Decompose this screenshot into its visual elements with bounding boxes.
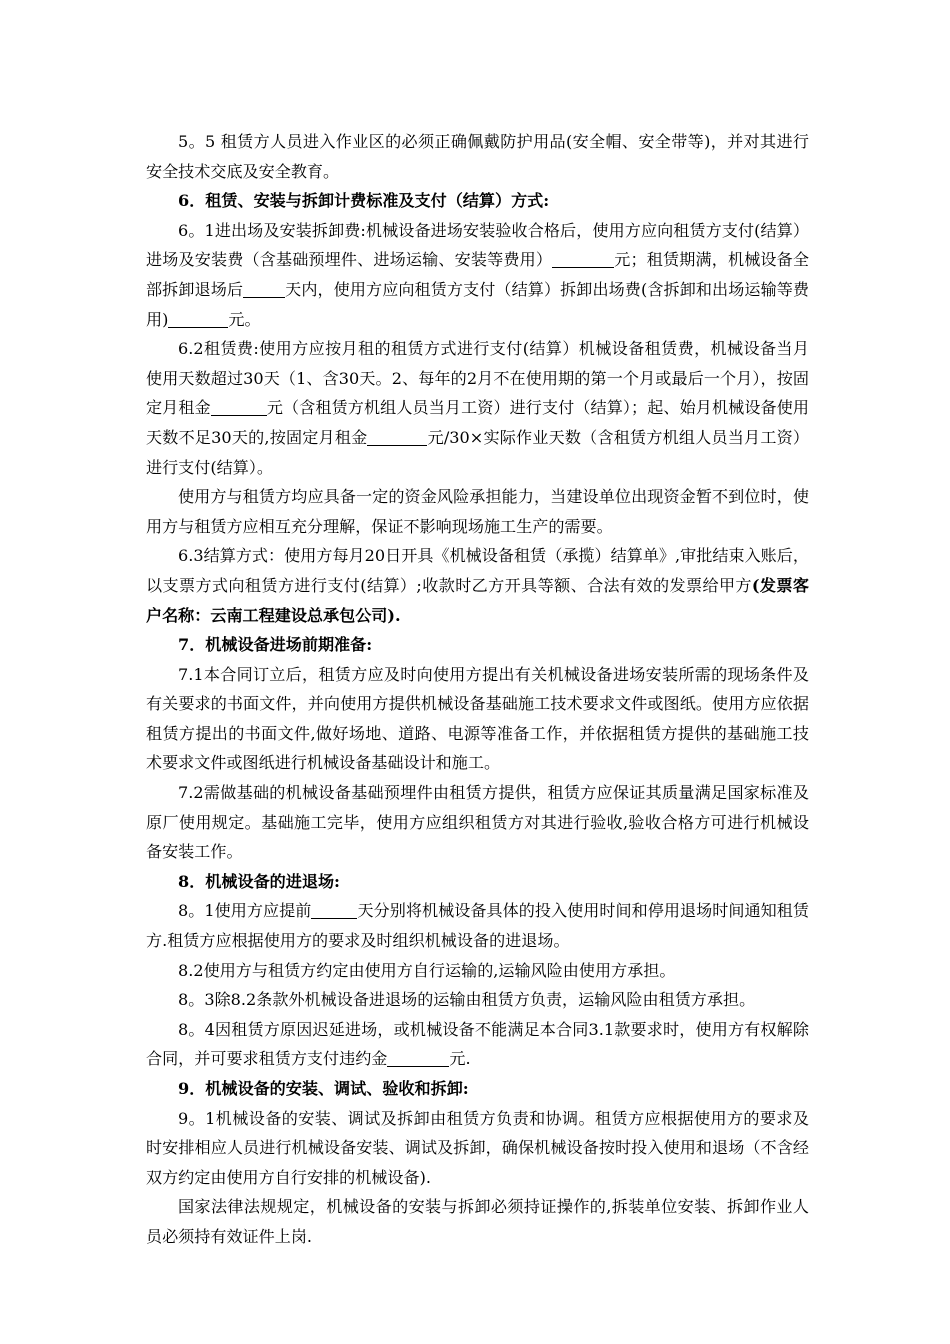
clause-6-3-text-a: 6.3结算方式：使用方每月20日开具《机械设备租赁（承揽）结算单》,审批结束入账后，以支票方式向租赁方进行支付(结算）;收款时乙方开具等额、合法有效的发票给甲方	[146, 546, 809, 595]
risk-paragraph: 使用方与租赁方均应具备一定的资金风险承担能力，当建设单位出现资金暂不到位时，使用方与租赁方应相互充分理解，保证不影响现场施工生产的需要。	[146, 487, 809, 536]
blank-install-fee	[552, 251, 614, 268]
clause-6-1-text-b: 元；租赁期满，机械设备全部拆卸退场后	[146, 250, 810, 299]
clause-9-1: 9。1机械设备的安装、调试及拆卸由租赁方负责和协调。租赁方应根据使用方的要求及时安排相应人员进行机械设备安装、调试及拆卸，确保机械设备按时投入使用和退场（不含经双方约定由使用方自行安排的机械设备).	[146, 1108, 809, 1187]
section-6-heading: 6．租赁、安装与拆卸计费标准及支付（结算）方式:	[178, 191, 550, 211]
clause-6-2-text-a: 6.2租赁费:使用方应按月租的租赁方式进行支付(结算）机械设备租赁费，机械设备当月使用天数超过30天（1、含30天。2、每年的2月不在使用期的第一个月或最后一个月），按固定月租金	[146, 339, 809, 418]
blank-days	[243, 281, 285, 298]
blank-monthly-rent	[211, 399, 267, 416]
section-7-heading: 7．机械设备进场前期准备:	[178, 635, 373, 655]
blank-monthly-rent-2	[367, 429, 427, 446]
clause-6-2-text-b: 元（含租赁方机组人员当月工资）进行支付（结算）；起、始月机械设备使用天数不足30天的,按固定月租金	[146, 398, 810, 447]
clause-8-1-text-b: 天分别将机械设备具体的投入使用时间和停用退场时间通知租赁方.租赁方应根据使用方的要求及时组织机械设备的进退场。	[146, 901, 809, 951]
document-body	[146, 127, 809, 1252]
clause-8-4-text-b: 元.	[449, 1049, 471, 1069]
clause-7-1: 7.1本合同订立后，租赁方应及时向使用方提出有关机械设备进场安装所需的现场条件及有关要求的书面文件，并向使用方提供机械设备基础施工技术要求文件或图纸。使用方应依据租赁方提出的书面文件,做好场地、道路、电源等准备工作，并依据租赁方提供的基础施工技术要求文件或图纸进行机械设备基础设计和施工。	[146, 664, 809, 773]
clause-7-2: 7.2需做基础的机械设备基础预埋件由租赁方提供，租赁方应保证其质量满足国家标准及原厂使用规定。基础施工完毕，使用方应组织租赁方对其进行验收,验收合格方可进行机械设备安装工作。	[146, 783, 809, 862]
blank-advance-days	[311, 902, 357, 919]
clause-8-4-text-a: 8。4因租赁方原因迟延进场，或机械设备不能满足本合同3.1款要求时，使用方有权解除合同，并可要求租赁方支付违约金	[146, 1019, 809, 1069]
clause-8-3: 8。3除8.2条款外机械设备进退场的运输由租赁方负责，运输风险由租赁方承担。	[178, 990, 756, 1010]
clause-6-2	[146, 334, 809, 482]
clause-6-1-text-a: 6。1进出场及安装拆卸费:机械设备进场安装验收合格后，使用方应向租赁方支付(结算）进场及安装费（含基础预埋件、进场运输、安装等费用）	[146, 220, 809, 270]
clause-5-5: 5。5 租赁方人员进入作业区的必须正确佩戴防护用品(安全帽、安全带等)，并对其进行安全技术交底及安全教育。	[146, 132, 809, 181]
clause-8-2: 8.2使用方与租赁方约定由使用方自行运输的,运输风险由使用方承担。	[178, 960, 676, 980]
clause-6-3	[146, 541, 809, 630]
clause-8-4	[146, 1015, 809, 1074]
section-8-heading: 8．机械设备的进退场:	[178, 871, 340, 891]
blank-penalty	[387, 1050, 449, 1067]
blank-removal-fee	[168, 310, 228, 327]
invoice-customer-name: (发票客户名称：云南工程建设总承包公司).	[146, 575, 809, 625]
clause-8-1	[146, 896, 809, 955]
clause-6-1-text-c: 天内，使用方应向租赁方支付（结算）拆卸出场费(含拆卸和出场运输等费用)	[146, 279, 810, 329]
clause-8-1-text-a: 8。1使用方应提前	[178, 901, 312, 921]
clause-6-1-text-d: 元。	[228, 309, 261, 329]
clause-6-1	[146, 216, 809, 334]
law-paragraph: 国家法律法规规定，机械设备的安装与拆卸必须持证操作的,拆装单位安装、拆卸作业人员必须持有效证件上岗.	[146, 1197, 809, 1246]
clause-6-2-text-c: 元/30×实际作业天数（含租赁方机组人员当月工资）进行支付(结算）。	[146, 427, 809, 477]
section-9-heading: 9．机械设备的安装、调试、验收和拆卸:	[178, 1079, 469, 1098]
